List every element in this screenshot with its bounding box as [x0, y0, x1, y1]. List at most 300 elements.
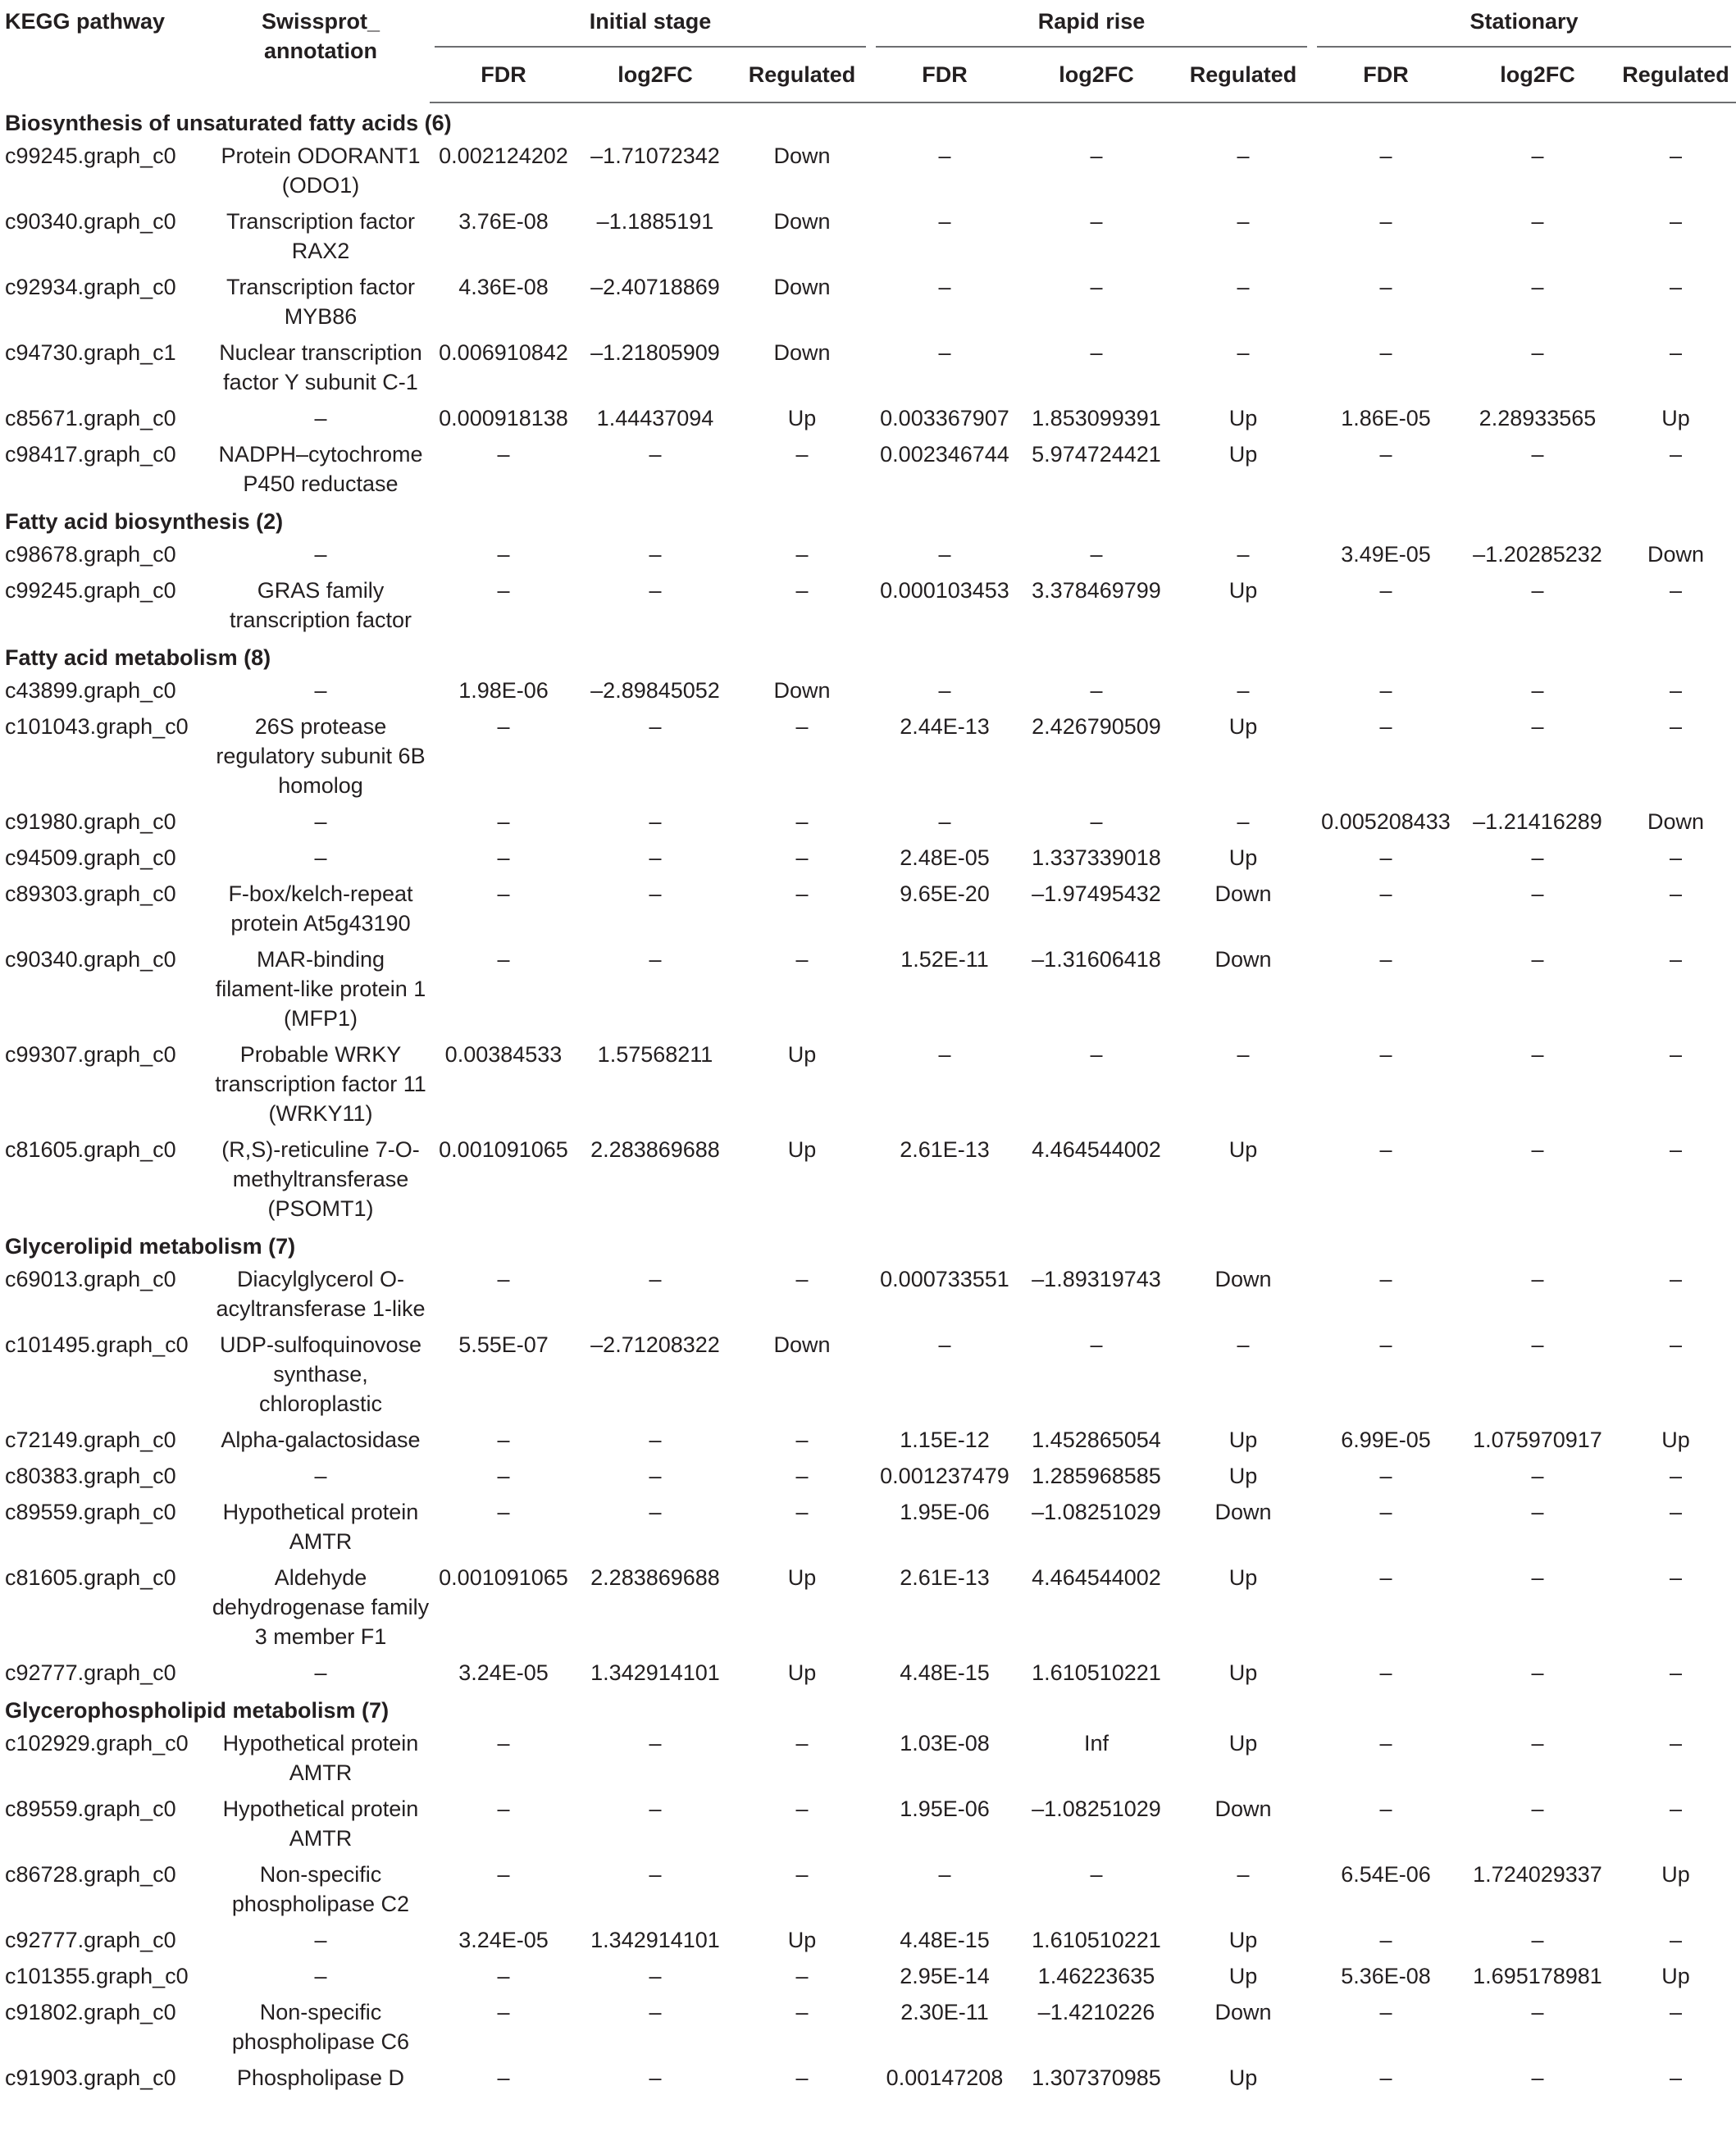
rapid-log2fc-cell: 4.464544002	[1032, 1137, 1161, 1162]
table-row	[0, 1422, 1736, 1458]
stationary-fdr-cell: –	[1379, 1565, 1392, 1590]
initial-fdr-cell: –	[497, 1797, 510, 1821]
gene-id-cell: c69013.graph_c0	[5, 1267, 176, 1291]
rapid-regulated-cell: Up	[1228, 1464, 1258, 1488]
rapid-regulated-cell: Up	[1228, 406, 1258, 430]
rapid-log2fc-cell: 1.285968585	[1032, 1464, 1161, 1488]
initial-log2fc-cell: –2.89845052	[590, 678, 720, 703]
section-row	[0, 102, 1736, 138]
section-row	[0, 1691, 1736, 1725]
annotation-cell: Hypothetical protein AMTR	[222, 1797, 419, 1851]
initial-fdr-cell: –	[497, 1964, 510, 1988]
table-row	[0, 1655, 1736, 1691]
gene-id-cell: c98417.graph_c0	[5, 442, 176, 467]
initial-fdr-cell: 0.002124202	[439, 143, 568, 168]
annotation-cell: UDP-sulfoquinovose synthase, chloroplastic	[219, 1332, 422, 1416]
initial-regulated-cell: –	[795, 809, 809, 834]
rapid-regulated-cell: Up	[1228, 1137, 1258, 1162]
header-stationary: Stationary	[1312, 7, 1736, 48]
table-row	[0, 1791, 1736, 1856]
initial-fdr-cell: –	[497, 1500, 510, 1524]
rapid-fdr-cell: 1.95E-06	[900, 1797, 990, 1821]
initial-regulated-cell: –	[795, 845, 809, 870]
rapid-log2fc-cell: –	[1090, 809, 1103, 834]
stationary-log2fc-cell: 1.075970917	[1473, 1428, 1602, 1452]
rapid-regulated-cell: –	[1237, 275, 1250, 299]
initial-fdr-cell: 0.001091065	[439, 1137, 568, 1162]
stationary-fdr-cell: –	[1379, 275, 1392, 299]
initial-log2fc-cell: –	[649, 881, 662, 906]
stationary-regulated-cell: –	[1669, 714, 1683, 739]
rapid-fdr-cell: 1.03E-08	[900, 1731, 990, 1756]
stationary-fdr-cell: –	[1379, 1332, 1392, 1357]
stationary-log2fc-cell: –	[1531, 1731, 1544, 1756]
gene-id-cell: c90340.graph_c0	[5, 947, 176, 972]
table-row	[0, 2060, 1736, 2096]
initial-log2fc-cell: –2.71208322	[590, 1332, 720, 1357]
stationary-regulated-cell: –	[1669, 143, 1683, 168]
gene-id-cell: c85671.graph_c0	[5, 406, 176, 430]
initial-regulated-cell: –	[795, 1862, 809, 1887]
rapid-regulated-cell: Up	[1228, 2065, 1258, 2090]
annotation-cell: (R,S)-reticuline 7-O-methyltransferase (PSOMT1)	[221, 1137, 420, 1221]
rapid-log2fc-cell: –1.08251029	[1032, 1797, 1161, 1821]
gene-id-cell: c91980.graph_c0	[5, 809, 176, 834]
table-row	[0, 269, 1736, 335]
table-row	[0, 1856, 1736, 1922]
initial-fdr-cell: –	[497, 809, 510, 834]
table-row	[0, 1261, 1736, 1327]
stationary-regulated-cell: –	[1669, 1267, 1683, 1291]
table-row	[0, 1458, 1736, 1494]
initial-regulated-cell: Up	[787, 1660, 817, 1685]
stationary-fdr-cell: –	[1379, 1797, 1392, 1821]
table-header	[0, 7, 1736, 102]
stationary-regulated-cell: –	[1669, 1464, 1683, 1488]
initial-fdr-cell: –	[497, 1731, 510, 1756]
stationary-fdr-cell: –	[1379, 1928, 1392, 1952]
stationary-regulated-cell: –	[1669, 881, 1683, 906]
section-title: Glycerolipid metabolism (7)	[5, 1234, 296, 1259]
rapid-fdr-cell: 0.000103453	[880, 578, 1009, 603]
initial-fdr-cell: –	[497, 1267, 510, 1291]
annotation-cell: NADPH–cytochrome P450 reductase	[218, 442, 423, 496]
stationary-fdr-cell: –	[1379, 1660, 1392, 1685]
stationary-fdr-cell: 1.86E-05	[1341, 406, 1431, 430]
kegg-deg-table	[0, 7, 1736, 2096]
stationary-log2fc-cell: –	[1531, 209, 1544, 234]
rapid-log2fc-cell: –	[1090, 542, 1103, 567]
gene-id-cell: c81605.graph_c0	[5, 1565, 176, 1590]
initial-log2fc-cell: –	[649, 578, 662, 603]
stationary-fdr-cell: –	[1379, 340, 1392, 365]
initial-regulated-cell: Up	[787, 1137, 817, 1162]
stationary-fdr-cell: –	[1379, 2065, 1392, 2090]
gene-id-cell: c43899.graph_c0	[5, 678, 176, 703]
stationary-log2fc-cell: –	[1531, 1332, 1544, 1357]
stationary-regulated-cell: Down	[1647, 542, 1705, 567]
header-fdr: FDR	[871, 48, 1018, 102]
rapid-log2fc-cell: –1.08251029	[1032, 1500, 1161, 1524]
section-title: Glycerophospholipid metabolism (7)	[5, 1698, 390, 1723]
rapid-regulated-cell: Up	[1228, 442, 1258, 467]
rapid-fdr-cell: 2.48E-05	[900, 845, 990, 870]
initial-log2fc-cell: –1.71072342	[590, 143, 720, 168]
initial-fdr-cell: –	[497, 578, 510, 603]
stationary-log2fc-cell: 2.28933565	[1479, 406, 1597, 430]
rapid-regulated-cell: Up	[1228, 845, 1258, 870]
table-row	[0, 941, 1736, 1036]
header-log2fc: log2FC	[1460, 48, 1615, 102]
rapid-log2fc-cell: 1.452865054	[1032, 1428, 1161, 1452]
rapid-regulated-cell: –	[1237, 209, 1250, 234]
rapid-regulated-cell: Up	[1228, 1428, 1258, 1452]
stationary-log2fc-cell: –1.20285232	[1473, 542, 1602, 567]
stationary-regulated-cell: –	[1669, 1137, 1683, 1162]
rapid-log2fc-cell: 1.610510221	[1032, 1928, 1161, 1952]
initial-regulated-cell: –	[795, 2000, 809, 2024]
initial-fdr-cell: 4.36E-08	[458, 275, 549, 299]
initial-fdr-cell: 3.76E-08	[458, 209, 549, 234]
annotation-cell: Alpha-galactosidase	[221, 1428, 421, 1452]
initial-log2fc-cell: 1.44437094	[596, 406, 714, 430]
table-row	[0, 1494, 1736, 1560]
annotation-cell: Probable WRKY transcription factor 11 (WRKY11)	[215, 1042, 426, 1126]
rapid-regulated-cell: Up	[1228, 1565, 1258, 1590]
rapid-fdr-cell: 0.001237479	[880, 1464, 1009, 1488]
gene-id-cell: c101495.graph_c0	[5, 1332, 189, 1357]
section-row	[0, 502, 1736, 536]
initial-regulated-cell: Up	[787, 1565, 817, 1590]
initial-regulated-cell: –	[795, 1731, 809, 1756]
gene-id-cell: c99245.graph_c0	[5, 143, 176, 168]
rapid-log2fc-cell: 1.853099391	[1032, 406, 1161, 430]
stationary-regulated-cell: –	[1669, 209, 1683, 234]
rapid-regulated-cell: –	[1237, 1862, 1250, 1887]
table-row	[0, 203, 1736, 269]
stationary-regulated-cell: –	[1669, 678, 1683, 703]
table-row	[0, 572, 1736, 638]
rapid-log2fc-cell: 1.46223635	[1037, 1964, 1155, 1988]
annotation-cell: Nuclear transcription factor Y subunit C-1	[219, 340, 422, 394]
rapid-fdr-cell: –	[938, 1332, 951, 1357]
header-log2fc: log2FC	[1018, 48, 1174, 102]
stationary-regulated-cell: Down	[1647, 809, 1705, 834]
initial-log2fc-cell: –	[649, 947, 662, 972]
stationary-fdr-cell: –	[1379, 1137, 1392, 1162]
initial-regulated-cell: –	[795, 2065, 809, 2090]
annotation-cell: Transcription factor RAX2	[226, 209, 416, 263]
stationary-fdr-cell: –	[1379, 209, 1392, 234]
initial-regulated-cell: –	[795, 1267, 809, 1291]
rapid-log2fc-cell: –	[1090, 275, 1103, 299]
rapid-log2fc-cell: –	[1090, 209, 1103, 234]
initial-regulated-cell: –	[795, 542, 809, 567]
annotation-cell: –	[314, 542, 327, 567]
table-row	[0, 335, 1736, 400]
stationary-log2fc-cell: –	[1531, 881, 1544, 906]
stationary-log2fc-cell: –	[1531, 1797, 1544, 1821]
rapid-log2fc-cell: –	[1090, 1042, 1103, 1067]
stationary-log2fc-cell: –	[1531, 143, 1544, 168]
annotation-cell: Transcription factor MYB86	[226, 275, 416, 329]
stationary-regulated-cell: –	[1669, 1797, 1683, 1821]
initial-fdr-cell: –	[497, 1428, 510, 1452]
rapid-regulated-cell: Up	[1228, 578, 1258, 603]
rapid-log2fc-cell: 1.337339018	[1032, 845, 1161, 870]
gene-id-cell: c98678.graph_c0	[5, 542, 176, 567]
rapid-fdr-cell: –	[938, 209, 951, 234]
stationary-log2fc-cell: –	[1531, 845, 1544, 870]
stationary-fdr-cell: 5.36E-08	[1341, 1964, 1431, 1988]
stationary-fdr-cell: –	[1379, 845, 1392, 870]
header-initial-stage: Initial stage	[430, 7, 871, 48]
section-title: Biosynthesis of unsaturated fatty acids (6)	[5, 111, 452, 135]
initial-regulated-cell: –	[795, 1964, 809, 1988]
rapid-fdr-cell: 4.48E-15	[900, 1660, 990, 1685]
annotation-cell: –	[314, 1964, 327, 1988]
stationary-fdr-cell: –	[1379, 1464, 1392, 1488]
stationary-fdr-cell: –	[1379, 143, 1392, 168]
annotation-cell: Phospholipase D	[236, 2065, 405, 2090]
annotation-cell: Protein ODORANT1 (ODO1)	[221, 143, 421, 198]
annotation-cell: Non-specific phospholipase C6	[231, 2000, 410, 2054]
rapid-fdr-cell: 2.44E-13	[900, 714, 990, 739]
initial-log2fc-cell: –1.1885191	[596, 209, 714, 234]
gene-id-cell: c94509.graph_c0	[5, 845, 176, 870]
initial-fdr-cell: –	[497, 2000, 510, 2024]
rapid-log2fc-cell: 1.307370985	[1032, 2065, 1161, 2090]
rapid-fdr-cell: 2.61E-13	[900, 1137, 990, 1162]
stationary-log2fc-cell: –	[1531, 1464, 1544, 1488]
initial-log2fc-cell: 1.57568211	[597, 1042, 713, 1067]
annotation-cell: Non-specific phospholipase C2	[231, 1862, 410, 1916]
rapid-log2fc-cell: 2.426790509	[1032, 714, 1161, 739]
annotation-cell: –	[314, 809, 327, 834]
initial-regulated-cell: –	[795, 714, 809, 739]
header-regulated: Regulated	[733, 48, 871, 102]
initial-log2fc-cell: –2.40718869	[590, 275, 720, 299]
initial-regulated-cell: –	[795, 442, 809, 467]
stationary-log2fc-cell: –	[1531, 1500, 1544, 1524]
stationary-regulated-cell: –	[1669, 1660, 1683, 1685]
rapid-log2fc-cell: –	[1090, 1332, 1103, 1357]
annotation-cell: Hypothetical protein AMTR	[222, 1731, 419, 1785]
rapid-regulated-cell: Down	[1214, 947, 1272, 972]
stationary-regulated-cell: –	[1669, 1500, 1683, 1524]
annotation-cell: –	[314, 1464, 327, 1488]
rapid-regulated-cell: Down	[1214, 1797, 1272, 1821]
stationary-log2fc-cell: –	[1531, 1565, 1544, 1590]
rapid-regulated-cell: –	[1237, 1042, 1250, 1067]
stationary-fdr-cell: –	[1379, 1267, 1392, 1291]
initial-fdr-cell: –	[497, 1464, 510, 1488]
gene-id-cell: c89559.graph_c0	[5, 1500, 176, 1524]
stationary-fdr-cell: –	[1379, 1731, 1392, 1756]
section-row	[0, 1227, 1736, 1261]
rapid-fdr-cell: 2.61E-13	[900, 1565, 990, 1590]
rapid-log2fc-cell: –1.31606418	[1032, 947, 1161, 972]
rapid-regulated-cell: Up	[1228, 1731, 1258, 1756]
initial-fdr-cell: 1.98E-06	[458, 678, 549, 703]
stationary-regulated-cell: –	[1669, 275, 1683, 299]
gene-id-cell: c92777.graph_c0	[5, 1660, 176, 1685]
stationary-log2fc-cell: –	[1531, 1660, 1544, 1685]
rapid-fdr-cell: –	[938, 678, 951, 703]
annotation-cell: –	[314, 845, 327, 870]
gene-id-cell: c101043.graph_c0	[5, 714, 189, 739]
initial-log2fc-cell: –	[649, 1464, 662, 1488]
stationary-regulated-cell: –	[1669, 845, 1683, 870]
header-fdr: FDR	[430, 48, 577, 102]
table-row	[0, 1994, 1736, 2060]
gene-id-cell: c81605.graph_c0	[5, 1137, 176, 1162]
header-regulated: Regulated	[1615, 48, 1736, 102]
stationary-regulated-cell: Up	[1661, 1428, 1690, 1452]
stationary-log2fc-cell: –	[1531, 1042, 1544, 1067]
gene-id-cell: c99307.graph_c0	[5, 1042, 176, 1067]
annotation-cell: –	[314, 1928, 327, 1952]
rapid-regulated-cell: Up	[1228, 1660, 1258, 1685]
rapid-log2fc-cell: 1.610510221	[1032, 1660, 1161, 1685]
stationary-log2fc-cell: –	[1531, 340, 1544, 365]
stationary-log2fc-cell: –	[1531, 2065, 1544, 2090]
initial-log2fc-cell: –	[649, 1731, 662, 1756]
stationary-log2fc-cell: –	[1531, 947, 1544, 972]
table-row	[0, 804, 1736, 840]
initial-log2fc-cell: 2.283869688	[590, 1137, 720, 1162]
gene-id-cell: c89303.graph_c0	[5, 881, 176, 906]
section-title: Fatty acid biosynthesis (2)	[5, 509, 284, 534]
rapid-log2fc-cell: –1.4210226	[1037, 2000, 1155, 2024]
rapid-log2fc-cell: –	[1090, 143, 1103, 168]
table-row	[0, 138, 1736, 203]
initial-regulated-cell: –	[795, 947, 809, 972]
initial-fdr-cell: –	[497, 2065, 510, 2090]
gene-id-cell: c91903.graph_c0	[5, 2065, 176, 2090]
table-row	[0, 840, 1736, 876]
initial-log2fc-cell: –	[649, 1964, 662, 1988]
table-body	[0, 102, 1736, 2096]
gene-id-cell: c90340.graph_c0	[5, 209, 176, 234]
rapid-regulated-cell: Down	[1214, 2000, 1272, 2024]
rapid-log2fc-cell: –1.97495432	[1032, 881, 1161, 906]
stationary-log2fc-cell: –	[1531, 2000, 1544, 2024]
initial-fdr-cell: 0.001091065	[439, 1565, 568, 1590]
stationary-fdr-cell: –	[1379, 881, 1392, 906]
stationary-regulated-cell: –	[1669, 2000, 1683, 2024]
initial-fdr-cell: 3.24E-05	[458, 1928, 549, 1952]
initial-fdr-cell: –	[497, 542, 510, 567]
rapid-fdr-cell: –	[938, 809, 951, 834]
annotation-cell: 26S protease regulatory subunit 6B homolog	[216, 714, 426, 798]
rapid-fdr-cell: –	[938, 1042, 951, 1067]
stationary-fdr-cell: –	[1379, 714, 1392, 739]
rapid-regulated-cell: Up	[1228, 714, 1258, 739]
rapid-regulated-cell: –	[1237, 143, 1250, 168]
table-row	[0, 436, 1736, 502]
table-row	[0, 1958, 1736, 1994]
stationary-fdr-cell: –	[1379, 578, 1392, 603]
rapid-regulated-cell: –	[1237, 1332, 1250, 1357]
initial-log2fc-cell: –	[649, 2000, 662, 2024]
stationary-regulated-cell: –	[1669, 1565, 1683, 1590]
initial-log2fc-cell: –	[649, 714, 662, 739]
header-log2fc: log2FC	[577, 48, 733, 102]
rapid-log2fc-cell: Inf	[1083, 1731, 1109, 1756]
initial-fdr-cell: –	[497, 442, 510, 467]
header-swissprot-annotation: Swissprot_ annotation	[261, 9, 380, 63]
annotation-cell: Diacylglycerol O-acyltransferase 1-like	[216, 1267, 426, 1321]
gene-id-cell: c86728.graph_c0	[5, 1862, 176, 1887]
initial-regulated-cell: –	[795, 1428, 809, 1452]
stationary-log2fc-cell: –1.21416289	[1473, 809, 1602, 834]
rapid-log2fc-cell: –1.89319743	[1032, 1267, 1161, 1291]
rapid-fdr-cell: –	[938, 340, 951, 365]
initial-log2fc-cell: –	[649, 442, 662, 467]
rapid-fdr-cell: 1.52E-11	[900, 947, 989, 972]
gene-id-cell: c94730.graph_c1	[5, 340, 176, 365]
rapid-fdr-cell: 2.95E-14	[900, 1964, 990, 1988]
rapid-fdr-cell: 4.48E-15	[900, 1928, 990, 1952]
initial-log2fc-cell: –	[649, 542, 662, 567]
initial-log2fc-cell: –	[649, 1428, 662, 1452]
table-row	[0, 708, 1736, 804]
stationary-regulated-cell: –	[1669, 947, 1683, 972]
table-row	[0, 1560, 1736, 1655]
initial-regulated-cell: Up	[787, 1928, 817, 1952]
annotation-cell: Hypothetical protein AMTR	[222, 1500, 419, 1554]
rapid-fdr-cell: –	[938, 1862, 951, 1887]
initial-regulated-cell: Down	[773, 1332, 831, 1357]
table-row	[0, 1725, 1736, 1791]
gene-id-cell: c89559.graph_c0	[5, 1797, 176, 1821]
stationary-regulated-cell: –	[1669, 1042, 1683, 1067]
initial-log2fc-cell: –	[649, 809, 662, 834]
stationary-regulated-cell: Up	[1661, 406, 1690, 430]
gene-id-cell: c72149.graph_c0	[5, 1428, 176, 1452]
initial-log2fc-cell: –	[649, 2065, 662, 2090]
gene-id-cell: c91802.graph_c0	[5, 2000, 176, 2024]
initial-log2fc-cell: –	[649, 1500, 662, 1524]
section-title: Fatty acid metabolism (8)	[5, 645, 271, 670]
table-row	[0, 1132, 1736, 1227]
initial-fdr-cell: 3.24E-05	[458, 1660, 549, 1685]
initial-regulated-cell: –	[795, 881, 809, 906]
table-row	[0, 672, 1736, 708]
stationary-regulated-cell: –	[1669, 1731, 1683, 1756]
header-regulated: Regulated	[1174, 48, 1312, 102]
stationary-log2fc-cell: 1.724029337	[1473, 1862, 1602, 1887]
table-row	[0, 400, 1736, 436]
gene-id-cell: c92934.graph_c0	[5, 275, 176, 299]
gene-id-cell: c80383.graph_c0	[5, 1464, 176, 1488]
table-row	[0, 1327, 1736, 1422]
stationary-log2fc-cell: –	[1531, 1267, 1544, 1291]
stationary-regulated-cell: –	[1669, 578, 1683, 603]
rapid-regulated-cell: Down	[1214, 881, 1272, 906]
rapid-fdr-cell: 1.15E-12	[900, 1428, 990, 1452]
stationary-log2fc-cell: 1.695178981	[1473, 1964, 1602, 1988]
gene-id-cell: c102929.graph_c0	[5, 1731, 189, 1756]
initial-fdr-cell: 0.006910842	[439, 340, 568, 365]
header-kegg-pathway: KEGG pathway	[5, 9, 166, 34]
rapid-fdr-cell: 0.000733551	[880, 1267, 1009, 1291]
stationary-log2fc-cell: –	[1531, 678, 1544, 703]
rapid-regulated-cell: –	[1237, 340, 1250, 365]
stationary-regulated-cell: –	[1669, 2065, 1683, 2090]
rapid-log2fc-cell: –	[1090, 1862, 1103, 1887]
